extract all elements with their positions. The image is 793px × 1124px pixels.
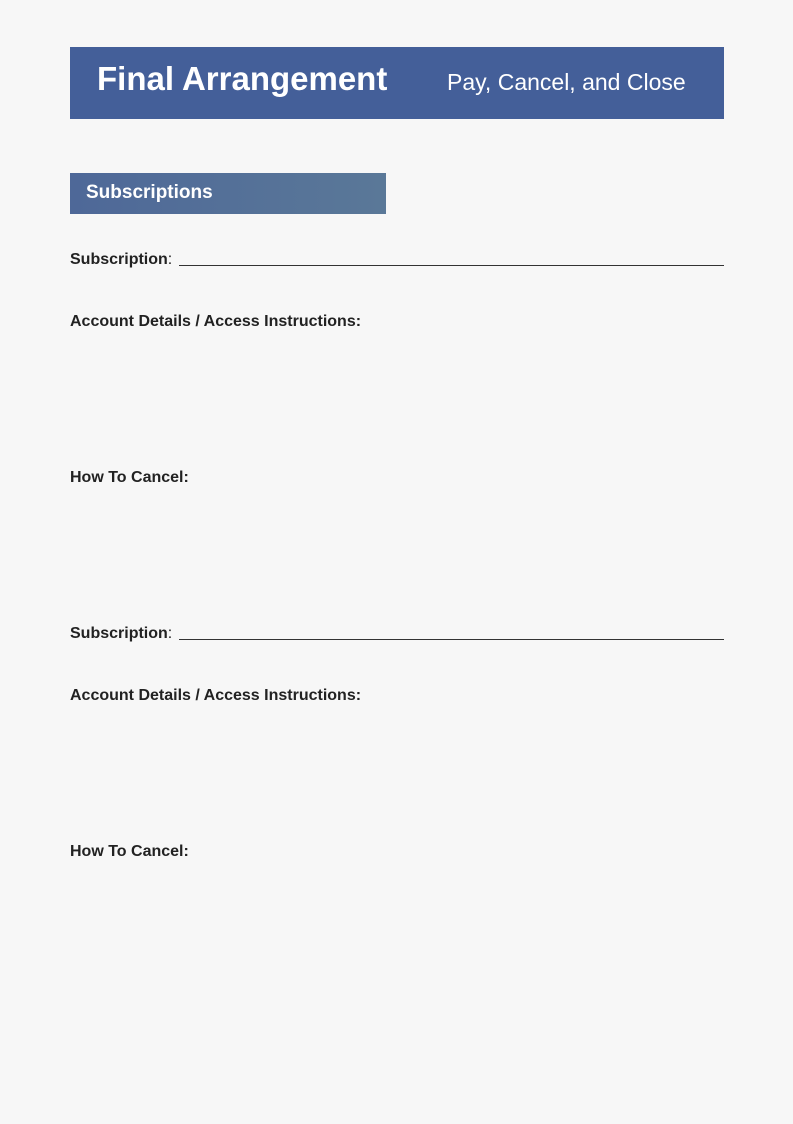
account-details-label: Account Details / Access Instructions: <box>70 687 362 704</box>
account-details-label: Account Details / Access Instructions: <box>70 313 362 330</box>
page-title: Final Arrangement <box>97 60 388 97</box>
header-banner <box>70 47 724 119</box>
section-banner <box>70 173 386 214</box>
subscription-label <box>70 624 172 644</box>
subscription-fill-line[interactable] <box>179 265 724 266</box>
subscription-fill-line[interactable] <box>179 639 724 640</box>
subscription-label-text: Subscription <box>70 625 168 642</box>
subscription-colon: : <box>167 251 173 268</box>
page-subtitle: Pay, Cancel, and Close <box>447 69 686 95</box>
section-title: Subscriptions <box>86 182 213 203</box>
subscription-row <box>70 250 724 272</box>
subscription-row <box>70 624 724 646</box>
subscription-colon: : <box>167 625 173 642</box>
subscription-label-text: Subscription <box>70 251 168 268</box>
how-to-cancel-label: How To Cancel: <box>70 469 189 486</box>
how-to-cancel-label: How To Cancel: <box>70 843 189 860</box>
subscription-label <box>70 250 172 270</box>
